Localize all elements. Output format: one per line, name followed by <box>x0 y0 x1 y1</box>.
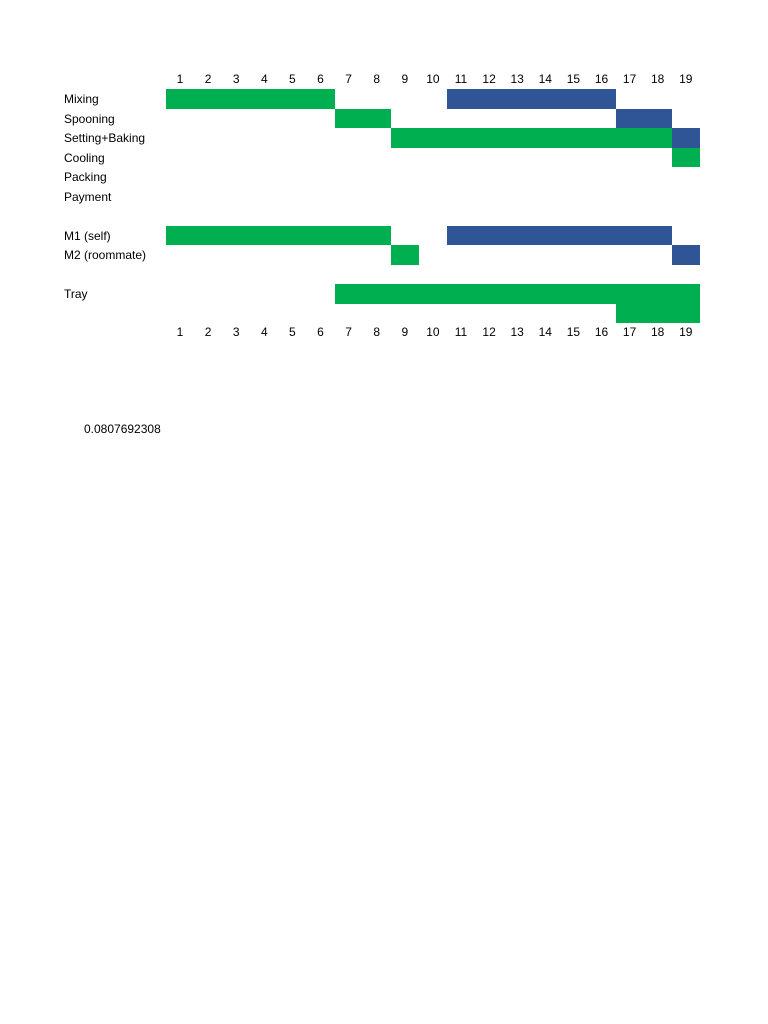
gantt-bar-green <box>391 245 419 265</box>
row-label: Packing <box>64 170 107 184</box>
footer-column-17: 17 <box>622 325 637 339</box>
row-label: Mixing <box>64 92 99 106</box>
header-column-10: 10 <box>426 72 440 86</box>
gantt-bar-blue <box>447 226 672 246</box>
gantt-bar-blue <box>616 109 672 129</box>
header-column-5: 5 <box>289 72 296 86</box>
gantt-bar-blue <box>672 128 700 148</box>
header-column-12: 12 <box>482 72 496 86</box>
header-column-16: 16 <box>594 72 609 86</box>
row-label: M2 (roommate) <box>64 248 147 262</box>
footer-column-6: 6 <box>317 325 324 339</box>
footer-column-10: 10 <box>426 325 440 339</box>
row-label: Setting+Baking <box>64 131 146 145</box>
header-column-4: 4 <box>260 72 268 86</box>
footer-column-13: 13 <box>510 325 524 339</box>
row-label: Spooning <box>64 111 115 126</box>
header-column-3: 3 <box>232 72 240 86</box>
footer-column-14: 14 <box>538 325 552 339</box>
calculated-value-cell[interactable]: 0.0807692308 <box>84 422 161 436</box>
footer-column-3: 3 <box>232 325 240 339</box>
header-column-14: 14 <box>538 72 552 86</box>
gantt-bar-green <box>616 304 700 324</box>
footer-column-12: 12 <box>482 325 496 339</box>
row-label: Payment <box>64 189 112 204</box>
header-column-15: 15 <box>566 72 581 86</box>
row-label: M1 (self) <box>64 228 111 243</box>
header-column-17: 17 <box>622 72 637 86</box>
footer-column-11: 11 <box>454 325 468 339</box>
footer-column-2: 2 <box>204 325 212 339</box>
footer-column-4: 4 <box>260 325 268 339</box>
header-column-2: 2 <box>204 72 212 86</box>
gantt-bar-blue <box>447 89 616 109</box>
header-column-9: 9 <box>401 72 409 86</box>
footer-column-19: 19 <box>679 325 693 339</box>
gantt-bar-green <box>166 89 335 109</box>
gantt-bar-green <box>672 148 700 168</box>
header-column-1: 1 <box>176 72 184 86</box>
footer-column-1: 1 <box>176 325 184 339</box>
gantt-bar-green <box>335 284 700 304</box>
footer-column-18: 18 <box>651 325 665 339</box>
header-column-19: 19 <box>679 72 693 86</box>
footer-column-15: 15 <box>566 325 581 339</box>
header-column-8: 8 <box>373 72 381 86</box>
header-column-7: 7 <box>345 72 352 86</box>
footer-column-5: 5 <box>289 325 296 339</box>
header-column-11: 11 <box>454 72 468 86</box>
gantt-bar-green <box>166 226 391 246</box>
header-column-6: 6 <box>317 72 324 86</box>
footer-column-9: 9 <box>401 325 409 339</box>
footer-column-7: 7 <box>345 325 352 339</box>
row-label: Tray <box>64 287 88 301</box>
gantt-bar-green <box>391 128 672 148</box>
gantt-bar-green <box>335 109 391 129</box>
footer-column-8: 8 <box>373 325 381 339</box>
header-column-18: 18 <box>651 72 665 86</box>
footer-column-16: 16 <box>594 325 609 339</box>
header-column-13: 13 <box>510 72 524 86</box>
row-label: Cooling <box>64 150 105 165</box>
gantt-bar-blue <box>672 245 700 265</box>
